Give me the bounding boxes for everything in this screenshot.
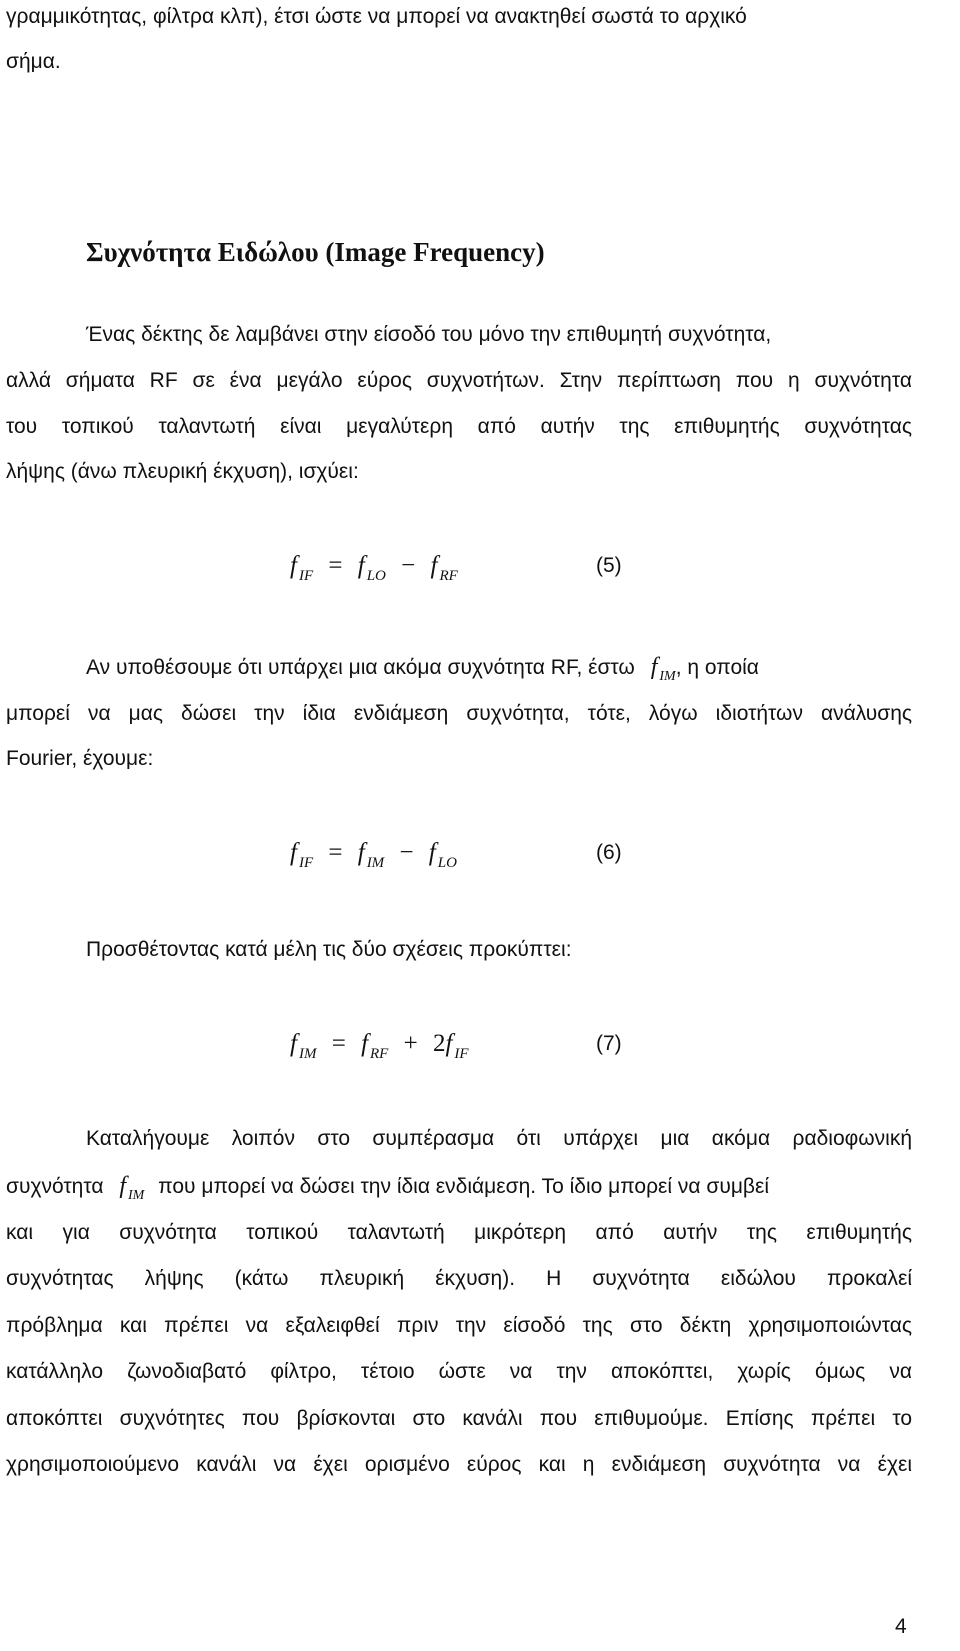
text-line: αλλά σήματα RF σε ένα μεγάλο εύρος συχνοτήτων. Στην περίπτωση που η συχνότητα	[6, 369, 912, 392]
text-line: κατάλληλο ζωνοδιαβατό φίλτρο, τέτοιο ώστε να την αποκόπτει, χωρίς όμως να	[6, 1360, 912, 1383]
text-line: του τοπικού ταλαντωτή είναι μεγαλύτερη από αυτήν της επιθυμητής συχνότητας	[6, 415, 912, 438]
text-line: Ένας δέκτης δε λαμβάνει στην είσοδό του μόνο την επιθυμητή συχνότητα,	[86, 323, 772, 346]
text-line: μπορεί να μας δώσει την ίδια ενδιάμεση συχνότητα, τότε, λόγω ιδιοτήτων ανάλυσης	[6, 702, 912, 725]
equation-7: f $_{IM}$ = f $_{RF}$ + 2f $_{IF}$	[290, 1030, 469, 1062]
text-line-with-symbol: Αν υποθέσουμε ότι υπάρχει μια ακόμα συχνότητα RF, έστω f $_{IM}$, η οποία	[86, 654, 759, 684]
text-line: συχνότητας λήψης (κάτω πλευρική έκχυση). Η συχνότητα ειδώλου προκαλεί	[6, 1267, 912, 1290]
page-number: 4	[895, 1615, 907, 1638]
section-heading: Συχνότητα Ειδώλου (Image Frequency)	[86, 237, 545, 267]
text-line: χρησιμοποιούμενο κανάλι να έχει ορισμένο εύρος και η ενδιάμεση συχνότητα να έχει	[6, 1453, 912, 1476]
text-line-with-symbol: συχνότητα f $_{IM}$ που μπορεί να δώσει την ίδια ενδιάμεση. Το ίδιο μπορεί να συμβεί	[6, 1173, 770, 1203]
text-line: γραμμικότητας, φίλτρα κλπ), έτσι ώστε να μπορεί να ανακτηθεί σωστά το αρχικό	[6, 5, 747, 28]
equation-number-6: (6)	[596, 841, 622, 864]
text-line: Καταλήγουμε λοιπόν στο συμπέρασμα ότι υπάρχει μια ακόμα ραδιοφωνική	[86, 1127, 912, 1150]
text-line: και για συχνότητα τοπικού ταλαντωτή μικρότερη από αυτήν της επιθυμητής	[6, 1221, 912, 1244]
text-line: Προσθέτοντας κατά μέλη τις δύο σχέσεις προκύπτει:	[86, 938, 572, 961]
equation-5: f $_{IF}$ = f $_{LO}$ − f $_{RF}$	[290, 552, 458, 584]
equation-number-5: (5)	[596, 554, 622, 577]
text-line: αποκόπτει συχνότητες που βρίσκονται στο κανάλι που επιθυμούμε. Επίσης πρέπει το	[6, 1407, 912, 1430]
equation-number-7: (7)	[596, 1032, 622, 1055]
text-line: λήψης (άνω πλευρική έκχυση), ισχύει:	[6, 460, 359, 483]
text-line: σήμα.	[6, 50, 61, 73]
text-line: Fourier, έχουμε:	[6, 747, 154, 770]
text-line: πρόβλημα και πρέπει να εξαλειφθεί πριν την είσοδό της στο δέκτη χρησιμοποιώντας	[6, 1314, 912, 1337]
equation-6: f $_{IF}$ = f $_{IM}$ − f $_{LO}$	[290, 839, 457, 871]
